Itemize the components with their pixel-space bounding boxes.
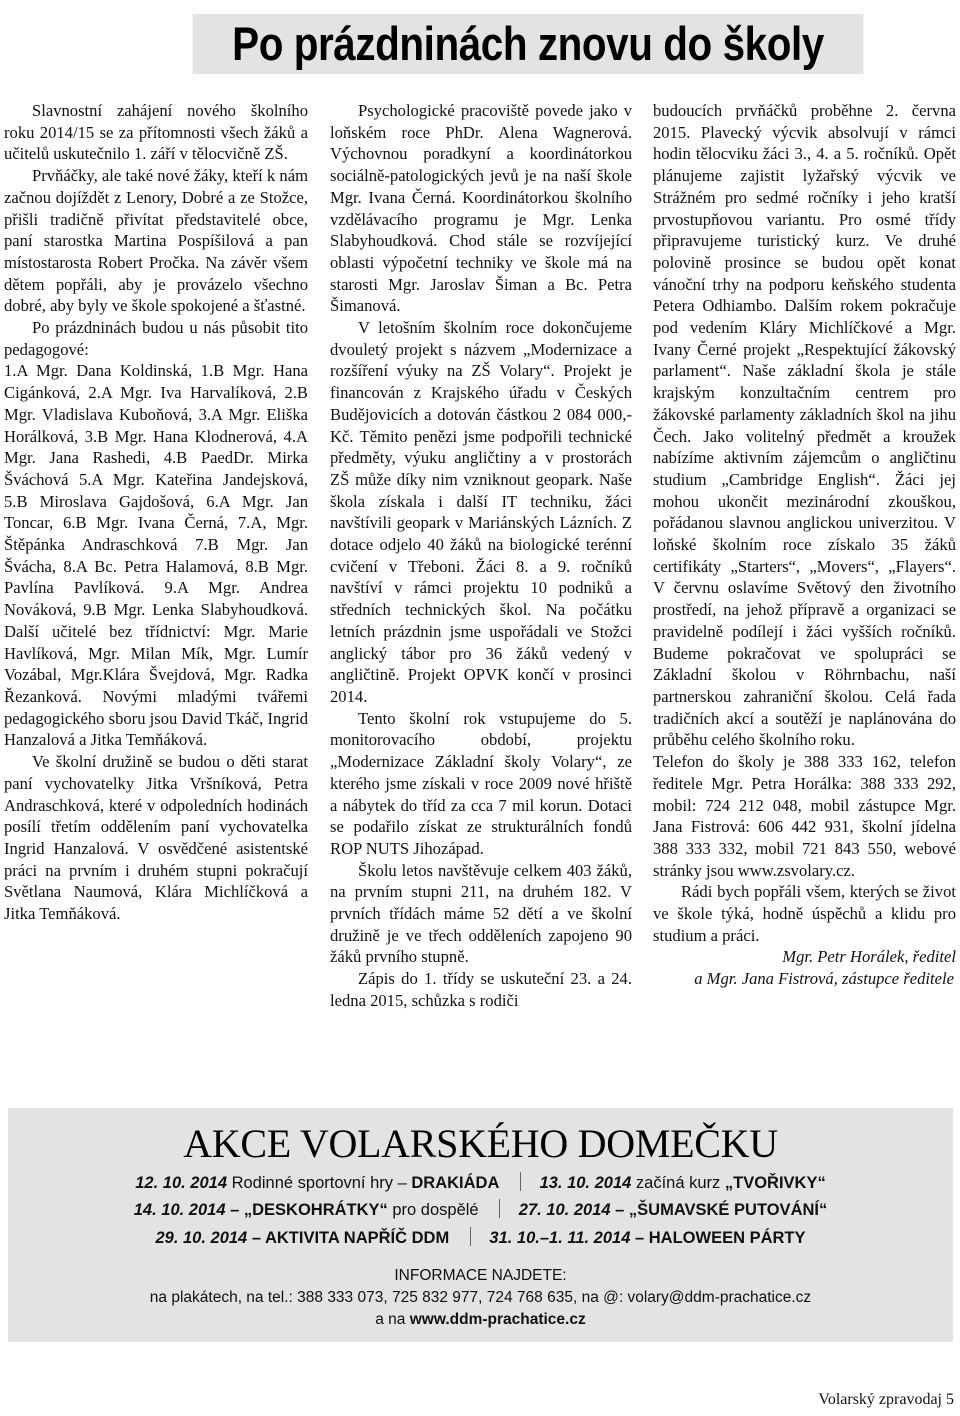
info-web xyxy=(8,1310,953,1330)
paragraph: Zápis do 1. třídy se uskuteční 23. a 24. ledna 2015, schůzka s rodiči xyxy=(330,969,632,1010)
paragraph: Po prázdninách budou u nás působit tito pedagogové: xyxy=(4,318,308,359)
event-name: – „DESKOHRÁTKY“ xyxy=(230,1201,388,1219)
paragraph: Školu letos navštěvuje celkem 403 žáků, na prvním stupni 211, na druhém 182. V prvních třídách máme 52 dětí a ve školní družině je ve třech odděleních zapojeno 90 žáků prvního stupně. xyxy=(330,860,632,967)
article-column-3 xyxy=(653,100,956,990)
page-footer: Volarský zpravodaj 5 xyxy=(818,1391,954,1408)
event-name: – HALOWEEN PÁRTY xyxy=(634,1229,806,1247)
paragraph: Telefon do školy je 388 333 162, telefon ředitele Mgr. Petra Horálka: 388 333 292, mobil: 724 212 048, mobil zástupce Mgr. Jana Fistrová: 606 442 931, školní jídelna 388 333 332, mobil 721 843 550, webové stránky jsou www.zsvolary.cz. xyxy=(653,752,956,880)
website-link[interactable]: www.ddm-prachatice.cz xyxy=(409,1311,586,1328)
event-text: začíná kurz xyxy=(635,1174,721,1192)
promo-box xyxy=(8,1108,953,1342)
event-text: pro dospělé xyxy=(392,1201,479,1219)
event-name: „TVOŘIVKY“ xyxy=(724,1174,826,1192)
promo-title: AKCE VOLARSKÉHO DOMEČKU xyxy=(183,1121,778,1166)
signature-line: Mgr. Petr Horálek, ředitel xyxy=(782,947,956,967)
paragraph: Tento školní rok vstupujeme do 5. monitorovacího období, projektu „Modernizace Základní školy Volary“, ze kterého jsme získali v roce 2009 nové hřiště a nábytek do tříd za cca 7 mil korun. Dotaci se podařilo získat ze strukturálních fondů ROP NUTS Jihozápad. xyxy=(330,708,632,858)
separator xyxy=(520,1172,521,1191)
paragraph: Ve školní družině se budou o děti starat paní vychovatelky Jitka Vršníková, Petra Andraschková, které v odpoledních hodinách posílí třetím oddělením paní vychovatelka Ingrid Hanzalová. V osvědčené asistentské práci na prvním i druhém stupni pokračují Světlana Naumová, Klára Michlíčková a Jitka Temňáková. xyxy=(4,752,308,924)
info-contacts: na plakátech, na tel.: 388 333 073, 725 832 977, 724 768 635, na @: volary@ddm-prachatice.cz xyxy=(149,1289,812,1306)
event-date: 14. 10. 2014 xyxy=(133,1201,226,1219)
info-heading: INFORMACE NAJDETE: xyxy=(394,1267,567,1284)
article-column-1 xyxy=(4,100,308,925)
event-name: DRAKIÁDA xyxy=(411,1174,500,1192)
paragraph: Psychologické pracoviště povede jako v loňském roce PhDr. Alena Wagnerová. Výchovnou poradkyní a koordinátorkou sociálně-patologických jevů je na naší škole Mgr. Ivana Černá. Koordinátorkou školního vzdělávacího programu je Mgr. Lenka Slabyhoudková. Chod stále se rozvíjející oblasti výpočetní techniky ve škole má na starosti Mgr. Jaroslav Šiman a Bc. Petra Šimanová. xyxy=(330,101,632,316)
promo-events-row-1 xyxy=(8,1172,953,1194)
paragraph: 1.A Mgr. Dana Koldinská, 1.B Mgr. Hana Cigánková, 2.A Mgr. Iva Harvalíková, 2.B Mgr. Vladislava Kuboňová, 3.A Mgr. Eliška Horálková, 3.B Mgr. Hana Klodnerová, 4.A Mgr. Jana Rashedi, 4.B PaedDr. Mirka Šváchová 5.A Mgr. Kateřina Jandejsková, 5.B Miroslava Gajdošová, 6.A Mgr. Jan Toncar, 6.B Mgr. Ivana Černá, 7.A, Mgr. Štěpánka Andraschková 7.B Mgr. Jan Švácha, 8.A Bc. Petra Halamová, 8.B Mgr. Pavlína Pavlíková. 9.A Mgr. Andrea Nováková, 9.B Mgr. Lenka Slabyhoudková. Další učitelé bez třídnictví: Mgr. Marie Havlíková, Mgr. Milan Mík, Mgr. Lumír Vozábal, Mgr.Klára Švejdová, Mgr. Radka Řezanková. Novými mladými tvářemi pedagogického sboru jsou David Tkáč, Ingrid Hanzalová a Jitka Temňáková. xyxy=(4,361,308,750)
separator xyxy=(499,1199,500,1218)
info-web-prefix: a na xyxy=(375,1311,406,1328)
event-name: – AKTIVITA NAPŘÍČ DDM xyxy=(251,1229,450,1247)
separator xyxy=(470,1227,471,1246)
signature-line: a Mgr. Jana Fistrová, zástupce ředitele xyxy=(694,969,954,989)
event-date: 13. 10. 2014 xyxy=(539,1174,632,1192)
paragraph: Rádi bych popřáli všem, kterých se život ve škole týká, hodně úspěchů a klidu pro studium a práci. xyxy=(653,882,956,945)
event-date: 29. 10. 2014 xyxy=(155,1229,248,1247)
page-title: Po prázdninách znovu do školy xyxy=(193,14,864,74)
paragraph: Prvňáčky, ale také nové žáky, kteří k nám začnou dojíždět z Lenory, Dobré a ze Stožce, přišli tradičně přivítat představitelé obce, paní starostka Martina Pospíšilová a pan místostarosta Robert Pročka. Na závěr všem dětem popřáli, aby je provázelo všechno dobré, aby byly ve škole spokojené a šťastné. xyxy=(4,166,308,316)
event-date: 27. 10. 2014 xyxy=(518,1201,611,1219)
paragraph: budoucích prvňáčků proběhne 2. června 2015. Plavecký výcvik absolvují v rámci hodin tělocviku žáci 3., 4. a 5. ročníků. Opět plánujeme zajistit lyžařský výcvik ve Strážném pro sedmé ročníky i jeho kratší prvostupňovou variantu. Pro osmé třídy připravujeme turistický kurz. Ve druhé polovině prosince se budou opět konat vánoční trhy na podporu keňského studenta Petera Odhiambo. Dalším rokem pokračuje pod vedením Kláry Michlíčkové a Mgr. Ivany Černé projekt „Respektující žákovský parlament“. Naše základní škola je stále krajským konzultačním centrem pro žákovské parlamenty základních škol na jihu Čech. Jako volitelný předmět a kroužek nabízíme aktivním zájemcům o angličtinu studium „Cambridge English“. Žáci jej mohou ukončit mezinárodní zkouškou, pořádanou slavnou anglickou univerzitou. V loňské školním roce získalo 35 žáků certifikáty „Starters“, „Movers“, „Flayers“. V červnu oslavíme Světový den životního prostředí, na jehož přípravě a organizaci se pravidelně podílejí i žáci vyšších ročníků. Budeme pokračovat ve spolupráci se Základní školou v Röhrnbachu, naší partnerskou zahraniční školou. Celá řada tradičních akcí a soutěží je naplánována do průběhu celého školního roku. xyxy=(653,101,956,750)
promo-events-row-3 xyxy=(8,1227,953,1249)
event-text: Rodinné sportovní hry – xyxy=(231,1174,407,1192)
event-name: – „ŠUMAVSKÉ PUTOVÁNÍ“ xyxy=(615,1201,828,1219)
paragraph: V letošním školním roce dokončujeme dvouletý projekt s názvem „Modernizace a rozšíření výuky na ZŠ Volary“. Projekt je financován z Krajského úřadu v Českých Budějovicích a dotován částkou 2 084 000,-Kč. Těmito penězi jsme podpořili technické předměty, výuku angličtiny a v prostorách ZŠ může díky nim vzniknout geopark. Naše škola získala i další IT techniku, žáci navštívili geopark v Mariánských Lázních. Z dotace odjelo 40 žáků na biologické terénní cvičení v Třeboni. Žáci 8. a 9. ročníků navštíví v rámci projektu 10 podniků a středních technických škol. Na počátku letních prázdnin jsme uspořádali ve Stožci anglický tábor pro 36 žáků vedený v angličtině. Projekt OPVK končí v prosinci 2014. xyxy=(330,318,632,706)
paragraph: Slavnostní zahájení nového školního roku 2014/15 se za přítomnosti všech žáků a učitelů uskutečnilo 1. září v tělocvičně ZŠ. xyxy=(4,101,308,164)
article-column-2 xyxy=(330,100,632,1012)
event-date: 31. 10.–1. 11. 2014 xyxy=(489,1229,631,1247)
promo-events-row-2 xyxy=(8,1199,953,1221)
event-date: 12. 10. 2014 xyxy=(135,1174,227,1192)
